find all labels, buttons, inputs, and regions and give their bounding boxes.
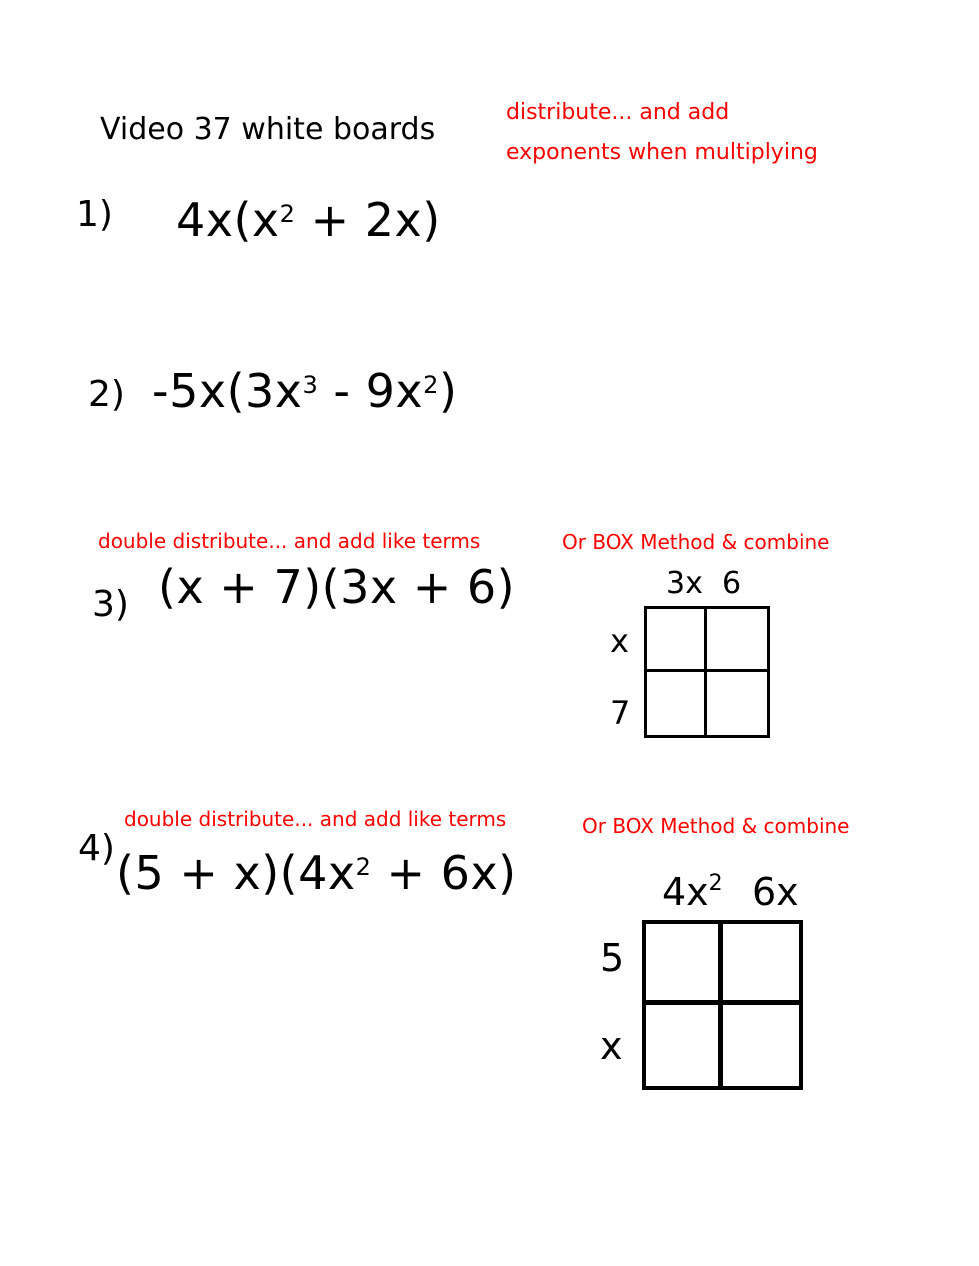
problem-4-box-note: Or BOX Method & combine bbox=[582, 814, 850, 838]
grid-cell bbox=[646, 1005, 723, 1086]
exponent: 3 bbox=[302, 370, 319, 399]
expr-text: 4x(x bbox=[176, 193, 280, 247]
grid-cell bbox=[647, 672, 707, 735]
expr-text: + 6x) bbox=[371, 846, 517, 900]
expr-text: ) bbox=[438, 364, 458, 418]
exponent: 2 bbox=[279, 199, 296, 228]
problem-3-expression: (x + 7)(3x + 6) bbox=[158, 560, 516, 614]
problem-3-number: 3) bbox=[92, 584, 129, 625]
box-3-row-header-2: 7 bbox=[610, 694, 631, 732]
grid-cell bbox=[723, 1005, 800, 1086]
problem-2-expression bbox=[152, 364, 457, 418]
exponent: 2 bbox=[708, 870, 723, 896]
box-4-row-header-1: 5 bbox=[600, 936, 625, 980]
box-method-grid-4 bbox=[642, 920, 803, 1090]
problem-2-number: 2) bbox=[88, 374, 125, 415]
box-4-col-header-1 bbox=[662, 870, 723, 914]
box-3-row-header-1: x bbox=[610, 622, 629, 660]
box-method-grid-3 bbox=[644, 606, 770, 738]
page-title: Video 37 white boards bbox=[100, 112, 436, 147]
problem-1-expression bbox=[176, 193, 441, 247]
problem-1-number: 1) bbox=[76, 194, 113, 235]
header-text: 4x bbox=[662, 870, 709, 914]
problem-4-number: 4) bbox=[78, 828, 115, 869]
box-4-row-header-2: x bbox=[600, 1024, 623, 1068]
box-3-col-header-1: 3x bbox=[666, 566, 703, 601]
instruction-note-line-2: exponents when multiplying bbox=[506, 140, 818, 165]
grid-cell bbox=[647, 609, 707, 672]
exponent: 2 bbox=[423, 370, 439, 399]
expr-text: -5x(3x bbox=[152, 364, 303, 418]
grid-cell bbox=[707, 672, 767, 735]
expr-text: - 9x bbox=[318, 364, 424, 418]
instruction-note-line-1: distribute... and add bbox=[506, 100, 730, 125]
grid-cell bbox=[707, 609, 767, 672]
problem-3-note: double distribute... and add like terms bbox=[98, 529, 481, 553]
expr-text: + 2x) bbox=[295, 193, 441, 247]
exponent: 2 bbox=[355, 852, 372, 881]
grid-cell bbox=[646, 924, 723, 1005]
problem-3-box-note: Or BOX Method & combine bbox=[562, 530, 830, 554]
box-4-col-header-2: 6x bbox=[752, 870, 799, 914]
problem-4-expression bbox=[116, 846, 517, 900]
problem-4-note: double distribute... and add like terms bbox=[124, 807, 507, 831]
grid-cell bbox=[723, 924, 800, 1005]
box-3-col-header-2: 6 bbox=[722, 566, 742, 601]
expr-text: (5 + x)(4x bbox=[116, 846, 356, 900]
